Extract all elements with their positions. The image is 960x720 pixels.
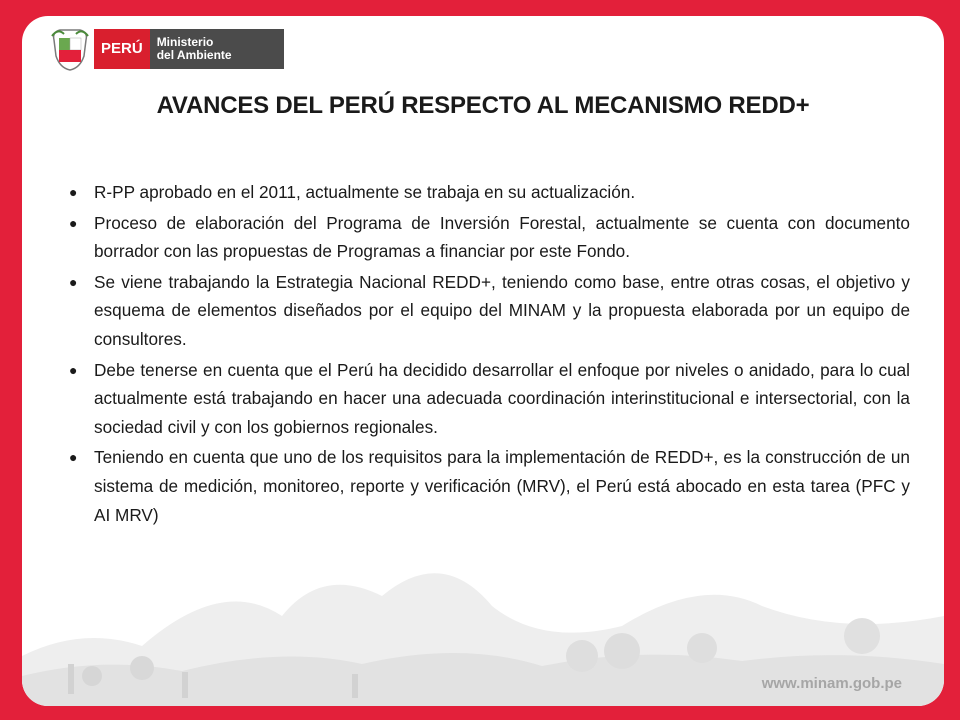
bullet-item [69, 356, 910, 442]
bullet-item [69, 178, 910, 207]
bullet-dot-icon: ● [69, 273, 78, 290]
bullet-item [69, 443, 910, 529]
bullet-dot-icon: ● [69, 184, 78, 200]
minam-logo [50, 25, 284, 73]
bullet-text: Proceso de elaboración del Programa de Inversión Forestal, actualmente se cuenta con documento borrador con las propuestas de Programas a financiar por este Fondo. [94, 212, 910, 262]
logo-ministry-line2: del Ambiente [156, 48, 232, 62]
bullet-text: Teniendo en cuenta que uno de los requisitos para la implementación de REDD+, es la construcción de un sistema de medición, monitoreo, reporte y verificación (MRV), el Perú está abocado en esta tarea (PFC y AI MRV) [94, 447, 910, 525]
bullet-item [69, 209, 910, 266]
bullet-text: Debe tenerse en cuenta que el Perú ha decidido desarrollar el enfoque por niveles o anidado, para lo cual actualmente está trabajando en hacer una adecuada coordinación interinstitucional e intersectorial, con la sociedad civil y con los gobiernos regionales. [94, 359, 910, 437]
logo-peru-label: PERÚ [94, 29, 150, 69]
logo-ministry-label [150, 29, 284, 69]
coat-of-arms-icon [50, 26, 90, 72]
logo-ministry-line1: Ministerio [156, 35, 214, 49]
bullet-dot-icon: ● [69, 361, 78, 378]
slide-title: AVANCES DEL PERÚ RESPECTO AL MECANISMO REDD+ [156, 92, 810, 119]
bullet-text: Se viene trabajando la Estrategia Nacional REDD+, teniendo como base, entre otras cosas, el objetivo y esquema de elementos diseñados por el equipo del MINAM y la propuesta elaborada por un equipo de consultores. [94, 271, 910, 349]
bullet-list [69, 178, 910, 531]
bullet-item [69, 268, 910, 354]
bullet-text: R-PP aprobado en el 2011, actualmente se trabaja en su actualización. [94, 182, 636, 202]
bullet-dot-icon: ● [69, 214, 78, 231]
bullet-dot-icon: ● [69, 449, 78, 466]
footer-url: www.minam.gob.pe [761, 675, 902, 692]
slide-card [22, 16, 944, 706]
